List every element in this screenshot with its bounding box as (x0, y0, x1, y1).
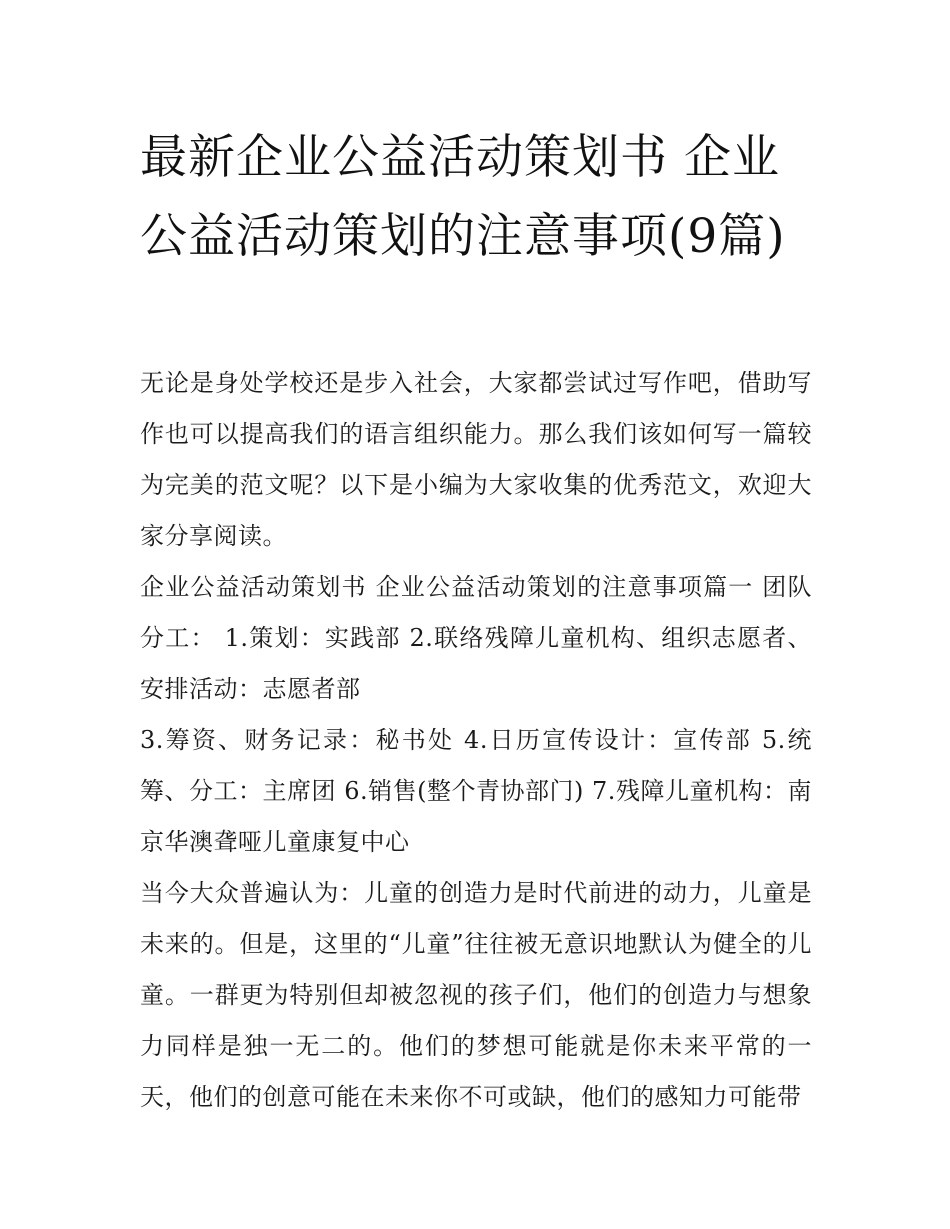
background-paragraph: 当今大众普遍认为：儿童的创造力是时代前进的动力，儿童是未来的。但是，这里的“儿童”往往被无意识地默认为健全的儿童。一群更为特别但却被忽视的孩子们，他们的创造力与想象力同样是独一无二的。他们的梦想可能就是你未来平常的一天，他们的创意可能在未来你不可或缺，他们的感知力可能带 (140, 879, 812, 1111)
document-title: 最新企业公益活动策划书 企业公益活动策划的注意事项(9篇) (140, 130, 786, 264)
intro-paragraph: 无论是身处学校还是步入社会，大家都尝试过写作吧，借助写作也可以提高我们的语言组织能力。那么我们该如何写一篇较为完美的范文呢？以下是小编为大家收集的优秀范文，欢迎大家分享阅读。 (140, 369, 812, 550)
team-division-paragraph: 企业公益活动策划书 企业公益活动策划的注意事项篇一 团队分工： 1.策划：实践部 2.联络残障儿童机构、组织志愿者、安排活动：志愿者部 (140, 573, 812, 703)
document-body (140, 358, 812, 1123)
team-roles-paragraph: 3.筹资、财务记录：秘书处 4.日历宣传设计：宣传部 5.统筹、分工：主席团 6.销售(整个青协部门) 7.残障儿童机构：南京华澳聋哑儿童康复中心 (140, 726, 812, 856)
